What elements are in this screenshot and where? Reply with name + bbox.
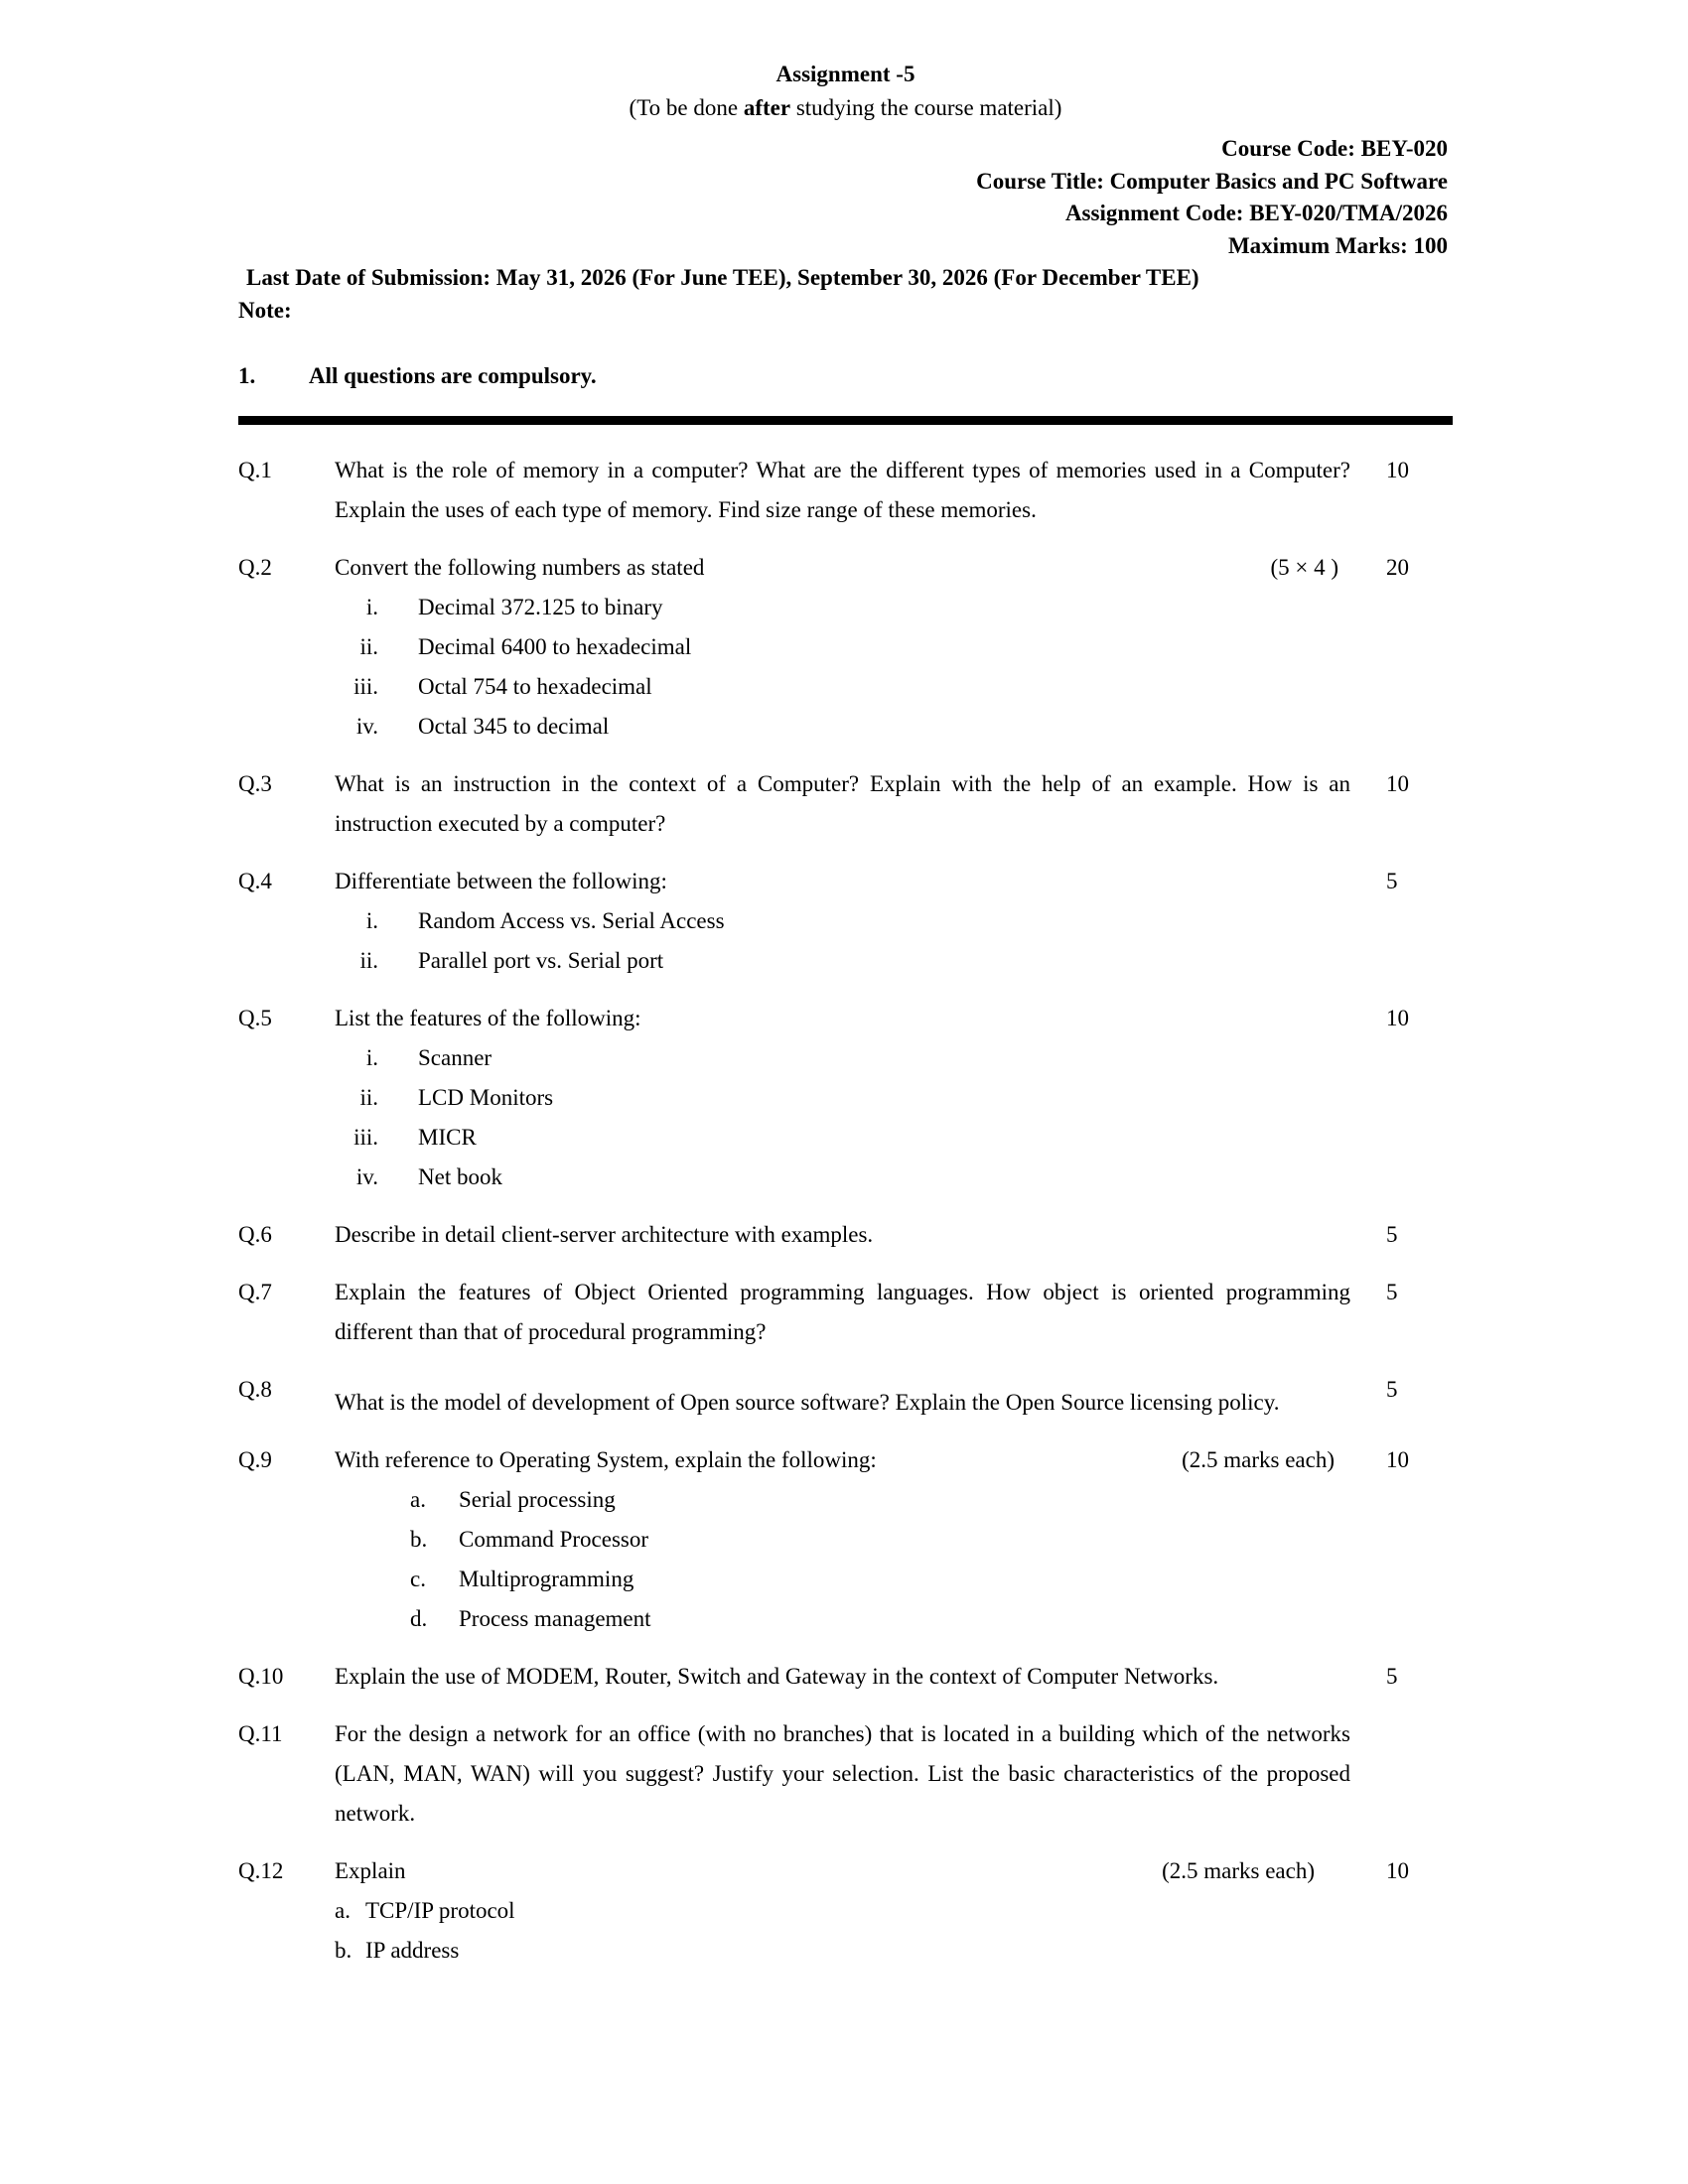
- subitem: [335, 901, 1350, 941]
- course-code: Course Code: BEY-020: [1221, 136, 1448, 161]
- subitem-label: i.: [365, 595, 378, 619]
- question-text: What is the role of memory in a computer? What are the different types of memories used in a Computer? Explain the uses of each type of memory. Find size range of these memories.: [335, 458, 1350, 522]
- subitem: [335, 1038, 1350, 1078]
- subitem-label: i.: [365, 1045, 378, 1070]
- question-row-q8: [238, 1370, 1453, 1423]
- question-marks: 10: [1386, 771, 1409, 796]
- question-marks: 10: [1386, 458, 1409, 482]
- question-marks: 5: [1386, 1280, 1398, 1304]
- question-text: Convert the following numbers as stated: [335, 555, 705, 580]
- assignment-title: Assignment -5: [775, 62, 915, 86]
- question-number: Q.6: [238, 1222, 272, 1247]
- subitem-list: [335, 1480, 1350, 1639]
- question-text: What is the model of development of Open source software? Explain the Open Source licensing policy.: [335, 1390, 1280, 1415]
- subitem: [335, 1158, 1350, 1197]
- subitem: [410, 1480, 1350, 1520]
- question-number: Q.9: [238, 1447, 272, 1472]
- subtitle-bold-word: after: [743, 95, 791, 120]
- subitem-label: ii.: [359, 634, 378, 659]
- question-marks: 5: [1386, 869, 1398, 893]
- question-number: Q.10: [238, 1664, 284, 1689]
- subitem-text: Command Processor: [459, 1527, 649, 1552]
- subitem-label: ii.: [359, 1085, 378, 1110]
- question-marks: 5: [1386, 1664, 1398, 1689]
- subitem-label: iv.: [355, 714, 378, 739]
- question-marks: 10: [1386, 1447, 1409, 1472]
- subitem-list: [335, 1038, 1350, 1197]
- note-item: [238, 356, 1453, 396]
- subitem: [335, 1078, 1350, 1118]
- subitem: [335, 627, 1350, 667]
- question-text: With reference to Operating System, explain the following:: [335, 1447, 877, 1472]
- subitem-text: LCD Monitors: [418, 1085, 554, 1110]
- subitem-text: Parallel port vs. Serial port: [418, 948, 664, 973]
- subitem-label: c.: [410, 1567, 426, 1591]
- subitem-label: b.: [410, 1527, 428, 1552]
- question-number: Q.11: [238, 1721, 283, 1746]
- question-row-q10: [238, 1657, 1453, 1697]
- question-marks: [1350, 1714, 1453, 1834]
- subitem-text: Process management: [459, 1606, 651, 1631]
- subitem-text: Octal 754 to hexadecimal: [418, 674, 652, 699]
- course-title: Course Title: Computer Basics and PC Software: [976, 168, 1448, 194]
- question-number: Q.2: [238, 555, 272, 580]
- question-row-q6: [238, 1215, 1453, 1255]
- subitem-text: Decimal 6400 to hexadecimal: [418, 634, 692, 659]
- subitem-list: [335, 1891, 1350, 1971]
- subitem: [335, 1118, 1350, 1158]
- subitem-text: Multiprogramming: [459, 1567, 634, 1591]
- subitem-label: a.: [335, 1898, 351, 1923]
- question-marks: 10: [1386, 1006, 1409, 1030]
- question-text: Explain the features of Object Oriented programming languages. How object is oriented programming different than that of procedural programming?: [335, 1280, 1350, 1344]
- subitem-text: TCP/IP protocol: [365, 1898, 515, 1923]
- question-row-q1: [238, 451, 1453, 530]
- assignment-subtitle: [238, 91, 1453, 125]
- question-text: Explain: [335, 1858, 406, 1883]
- subitem-label: iii.: [353, 674, 378, 699]
- subitem-label: b.: [335, 1938, 352, 1963]
- subitem-text: Scanner: [418, 1045, 492, 1070]
- question-marks: 5: [1386, 1377, 1398, 1402]
- subitem-label: i.: [365, 908, 378, 933]
- subitem-label: iii.: [353, 1125, 378, 1150]
- note-text: All questions are compulsory.: [309, 363, 597, 388]
- subitem: [410, 1520, 1350, 1560]
- subitem-label: ii.: [359, 948, 378, 973]
- subitem-list: [335, 901, 1350, 981]
- question-number: Q.7: [238, 1280, 272, 1304]
- subitem-text: MICR: [418, 1125, 477, 1150]
- question-text: For the design a network for an office (with no branches) that is located in a building which of the networks (LAN, MAN, WAN) will you suggest? Justify your selection. List the basic characteristics of the proposed network.: [335, 1721, 1350, 1826]
- inline-marks-note: (2.5 marks each): [1162, 1858, 1315, 1883]
- subitem-label: a.: [410, 1487, 426, 1512]
- question-number: Q.1: [238, 458, 272, 482]
- subitem-label: d.: [410, 1606, 428, 1631]
- note-label: Note:: [238, 297, 292, 323]
- separator-rule: [238, 416, 1453, 425]
- question-row-q9: [238, 1440, 1453, 1639]
- question-text: Differentiate between the following:: [335, 869, 667, 893]
- maximum-marks: Maximum Marks: 100: [1227, 232, 1448, 258]
- course-info-block: [238, 133, 1453, 262]
- question-marks: 20: [1386, 555, 1409, 580]
- question-row-q3: [238, 764, 1453, 844]
- subitem: [335, 667, 1350, 707]
- subitem-text: Net book: [418, 1164, 502, 1189]
- question-number: Q.3: [238, 771, 272, 796]
- question-row-q5: [238, 999, 1453, 1197]
- subitem-text: IP address: [365, 1938, 460, 1963]
- question-number: Q.12: [238, 1858, 284, 1883]
- inline-marks-note: (5 × 4 ): [1270, 555, 1338, 580]
- question-text: What is an instruction in the context of a Computer? Explain with the help of an example. How is an instruction executed by a computer?: [335, 771, 1350, 836]
- subitem: [335, 1931, 1350, 1971]
- question-text: List the features of the following:: [335, 1006, 641, 1030]
- questions-list: [238, 451, 1453, 1971]
- subitem-text: Random Access vs. Serial Access: [418, 908, 725, 933]
- question-marks: 10: [1386, 1858, 1409, 1883]
- question-text: Explain the use of MODEM, Router, Switch and Gateway in the context of Computer Networks.: [335, 1664, 1219, 1689]
- note-number: 1.: [238, 363, 256, 388]
- question-number: Q.4: [238, 869, 272, 893]
- question-row-q7: [238, 1273, 1453, 1352]
- subitem-label: iv.: [355, 1164, 378, 1189]
- subitem-text: Octal 345 to decimal: [418, 714, 610, 739]
- subtitle-prefix: (To be done: [629, 95, 744, 120]
- subitem-text: Serial processing: [459, 1487, 616, 1512]
- question-row-q11: [238, 1714, 1453, 1834]
- subitem: [335, 941, 1350, 981]
- subitem: [335, 588, 1350, 627]
- subitem: [335, 707, 1350, 747]
- question-text: Describe in detail client-server architecture with examples.: [335, 1222, 874, 1247]
- question-number: Q.8: [238, 1377, 272, 1402]
- assignment-code: Assignment Code: BEY-020/TMA/2026: [1064, 201, 1448, 225]
- question-row-q2: [238, 548, 1453, 747]
- question-row-q12: [238, 1851, 1453, 1971]
- subtitle-suffix: studying the course material): [790, 95, 1062, 120]
- question-row-q4: [238, 862, 1453, 981]
- subitem: [410, 1599, 1350, 1639]
- inline-marks-note: (2.5 marks each): [1182, 1447, 1335, 1472]
- subitem-list: [335, 588, 1350, 747]
- last-date-of-submission: Last Date of Submission: May 31, 2026 (For June TEE), September 30, 2026 (For December TEE): [246, 265, 1199, 290]
- subitem: [335, 1891, 1350, 1931]
- subitem-text: Decimal 372.125 to binary: [418, 595, 663, 619]
- subitem: [410, 1560, 1350, 1599]
- question-marks: 5: [1386, 1222, 1398, 1247]
- question-number: Q.5: [238, 1006, 272, 1030]
